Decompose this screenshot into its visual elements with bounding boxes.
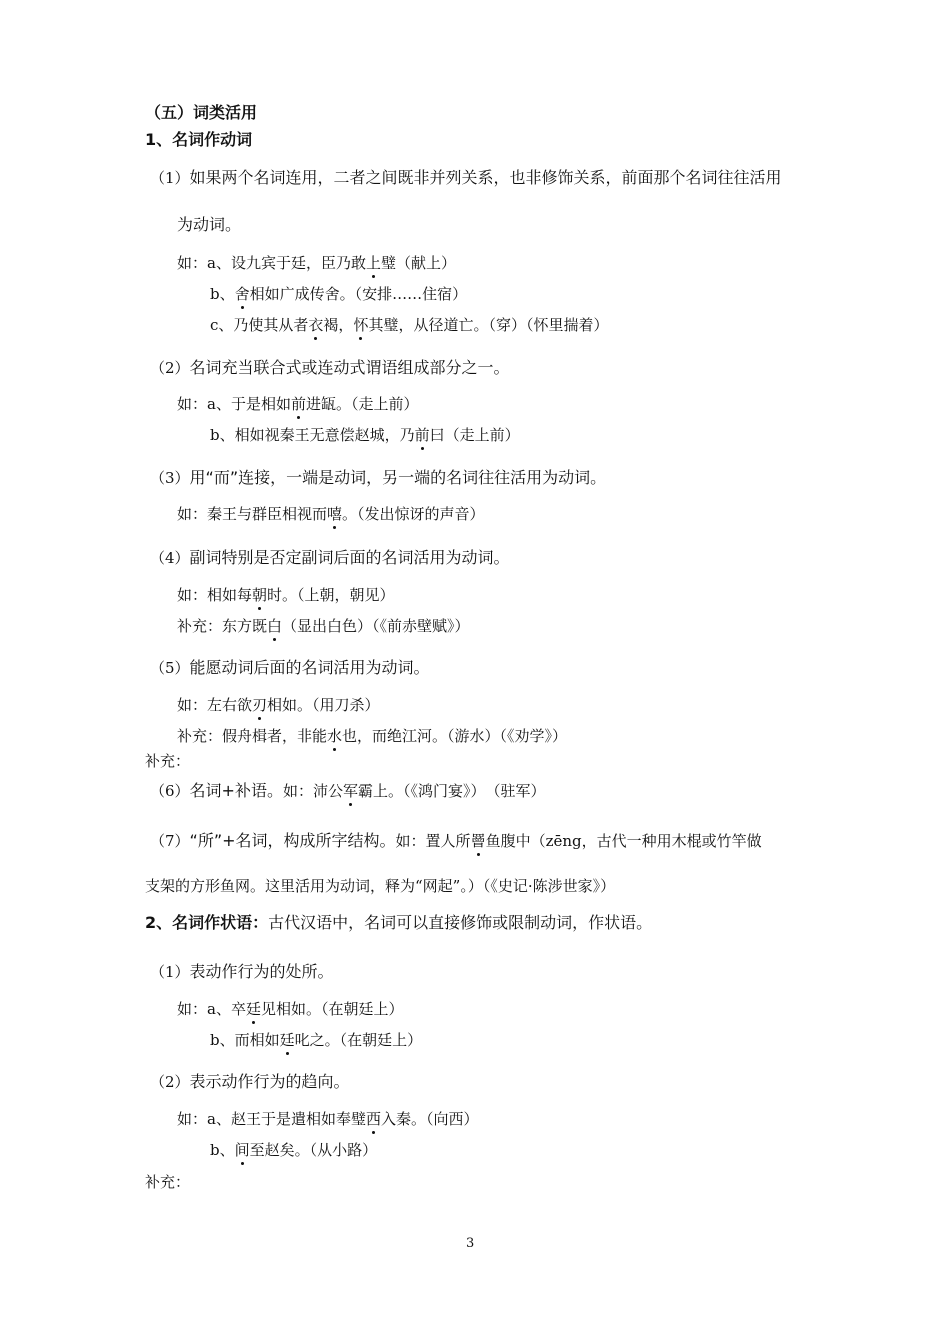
example-line: 如：左右欲刃相如。（用刀杀） [177,696,380,714]
rule-7: （7）“所”+名词，构成所字结构。如：置人所罾鱼腹中（zēng，古代一种用木棍或竹竿做 [150,831,762,850]
supplement-line: 补充：东方既白（显出白色）（《前赤壁赋》） [177,617,470,635]
example-line: 如：a、卒廷见相如。（在朝廷上） [177,1000,404,1018]
example-line: b、相如视秦王无意偿赵城，乃前曰（走上前） [210,426,520,444]
rule-3: （3）用“而”连接，一端是动词，另一端的名词往往活用为动词。 [150,468,607,487]
rule-2-1: （1）表动作行为的处所。 [150,962,334,981]
rule-6: （6）名词+补语。如：沛公军霸上。（《鸿门宴》） （驻军） [150,781,546,800]
example-line: b、舍相如广成传舍。（安排……住宿） [210,285,468,303]
supplement-line: 补充：假舟楫者，非能水也，而绝江河。（游水）（《劝学》） [177,727,568,745]
example-line: 如：秦王与群臣相视而嘻。（发出惊讶的声音） [177,505,485,523]
rule-2: （2）名词充当联合式或连动式谓语组成部分之一。 [150,358,510,377]
supplement-label: 补充： [145,752,191,770]
example-line: 如：a、赵王于是遣相如奉璧西入秦。（向西） [177,1110,479,1128]
rule-1-cont: 为动词。 [177,215,242,234]
section-heading: （五）词类活用 [145,103,258,122]
rule-4: （4）副词特别是否定副词后面的名词活用为动词。 [150,548,510,567]
example-line: 如：相如每朝时。（上朝，朝见） [177,586,395,604]
supplement-label: 补充： [145,1173,191,1191]
example-line: b、而相如廷叱之。（在朝廷上） [210,1031,423,1049]
rule-2-2: （2）表示动作行为的趋向。 [150,1072,350,1091]
page-number: 3 [466,1236,475,1251]
example-line: c、乃使其从者衣褐，怀其璧，从径道亡。（穿）（怀里揣着） [210,316,609,334]
rule-1: （1）如果两个名词连用，二者之间既非并列关系，也非修饰关系，前面那个名词往往活用 [150,168,782,187]
subsection-heading-2: 2、名词作状语：古代汉语中，名词可以直接修饰或限制动词，作状语。 [145,913,653,932]
example-line: 如：a、于是相如前进缻。（走上前） [177,395,419,413]
subsection-heading-1: 1、名词作动词 [145,130,253,149]
rule-5: （5）能愿动词后面的名词活用为动词。 [150,658,430,677]
example-line: b、间至赵矣。（从小路） [210,1141,378,1159]
rule-7-cont: 支架的方形鱼网。这里活用为动词，释为“网起”。）（《史记·陈涉世家》） [145,877,616,895]
example-line: 如：a、设九宾于廷，臣乃敢上璧（献上） [177,254,456,272]
